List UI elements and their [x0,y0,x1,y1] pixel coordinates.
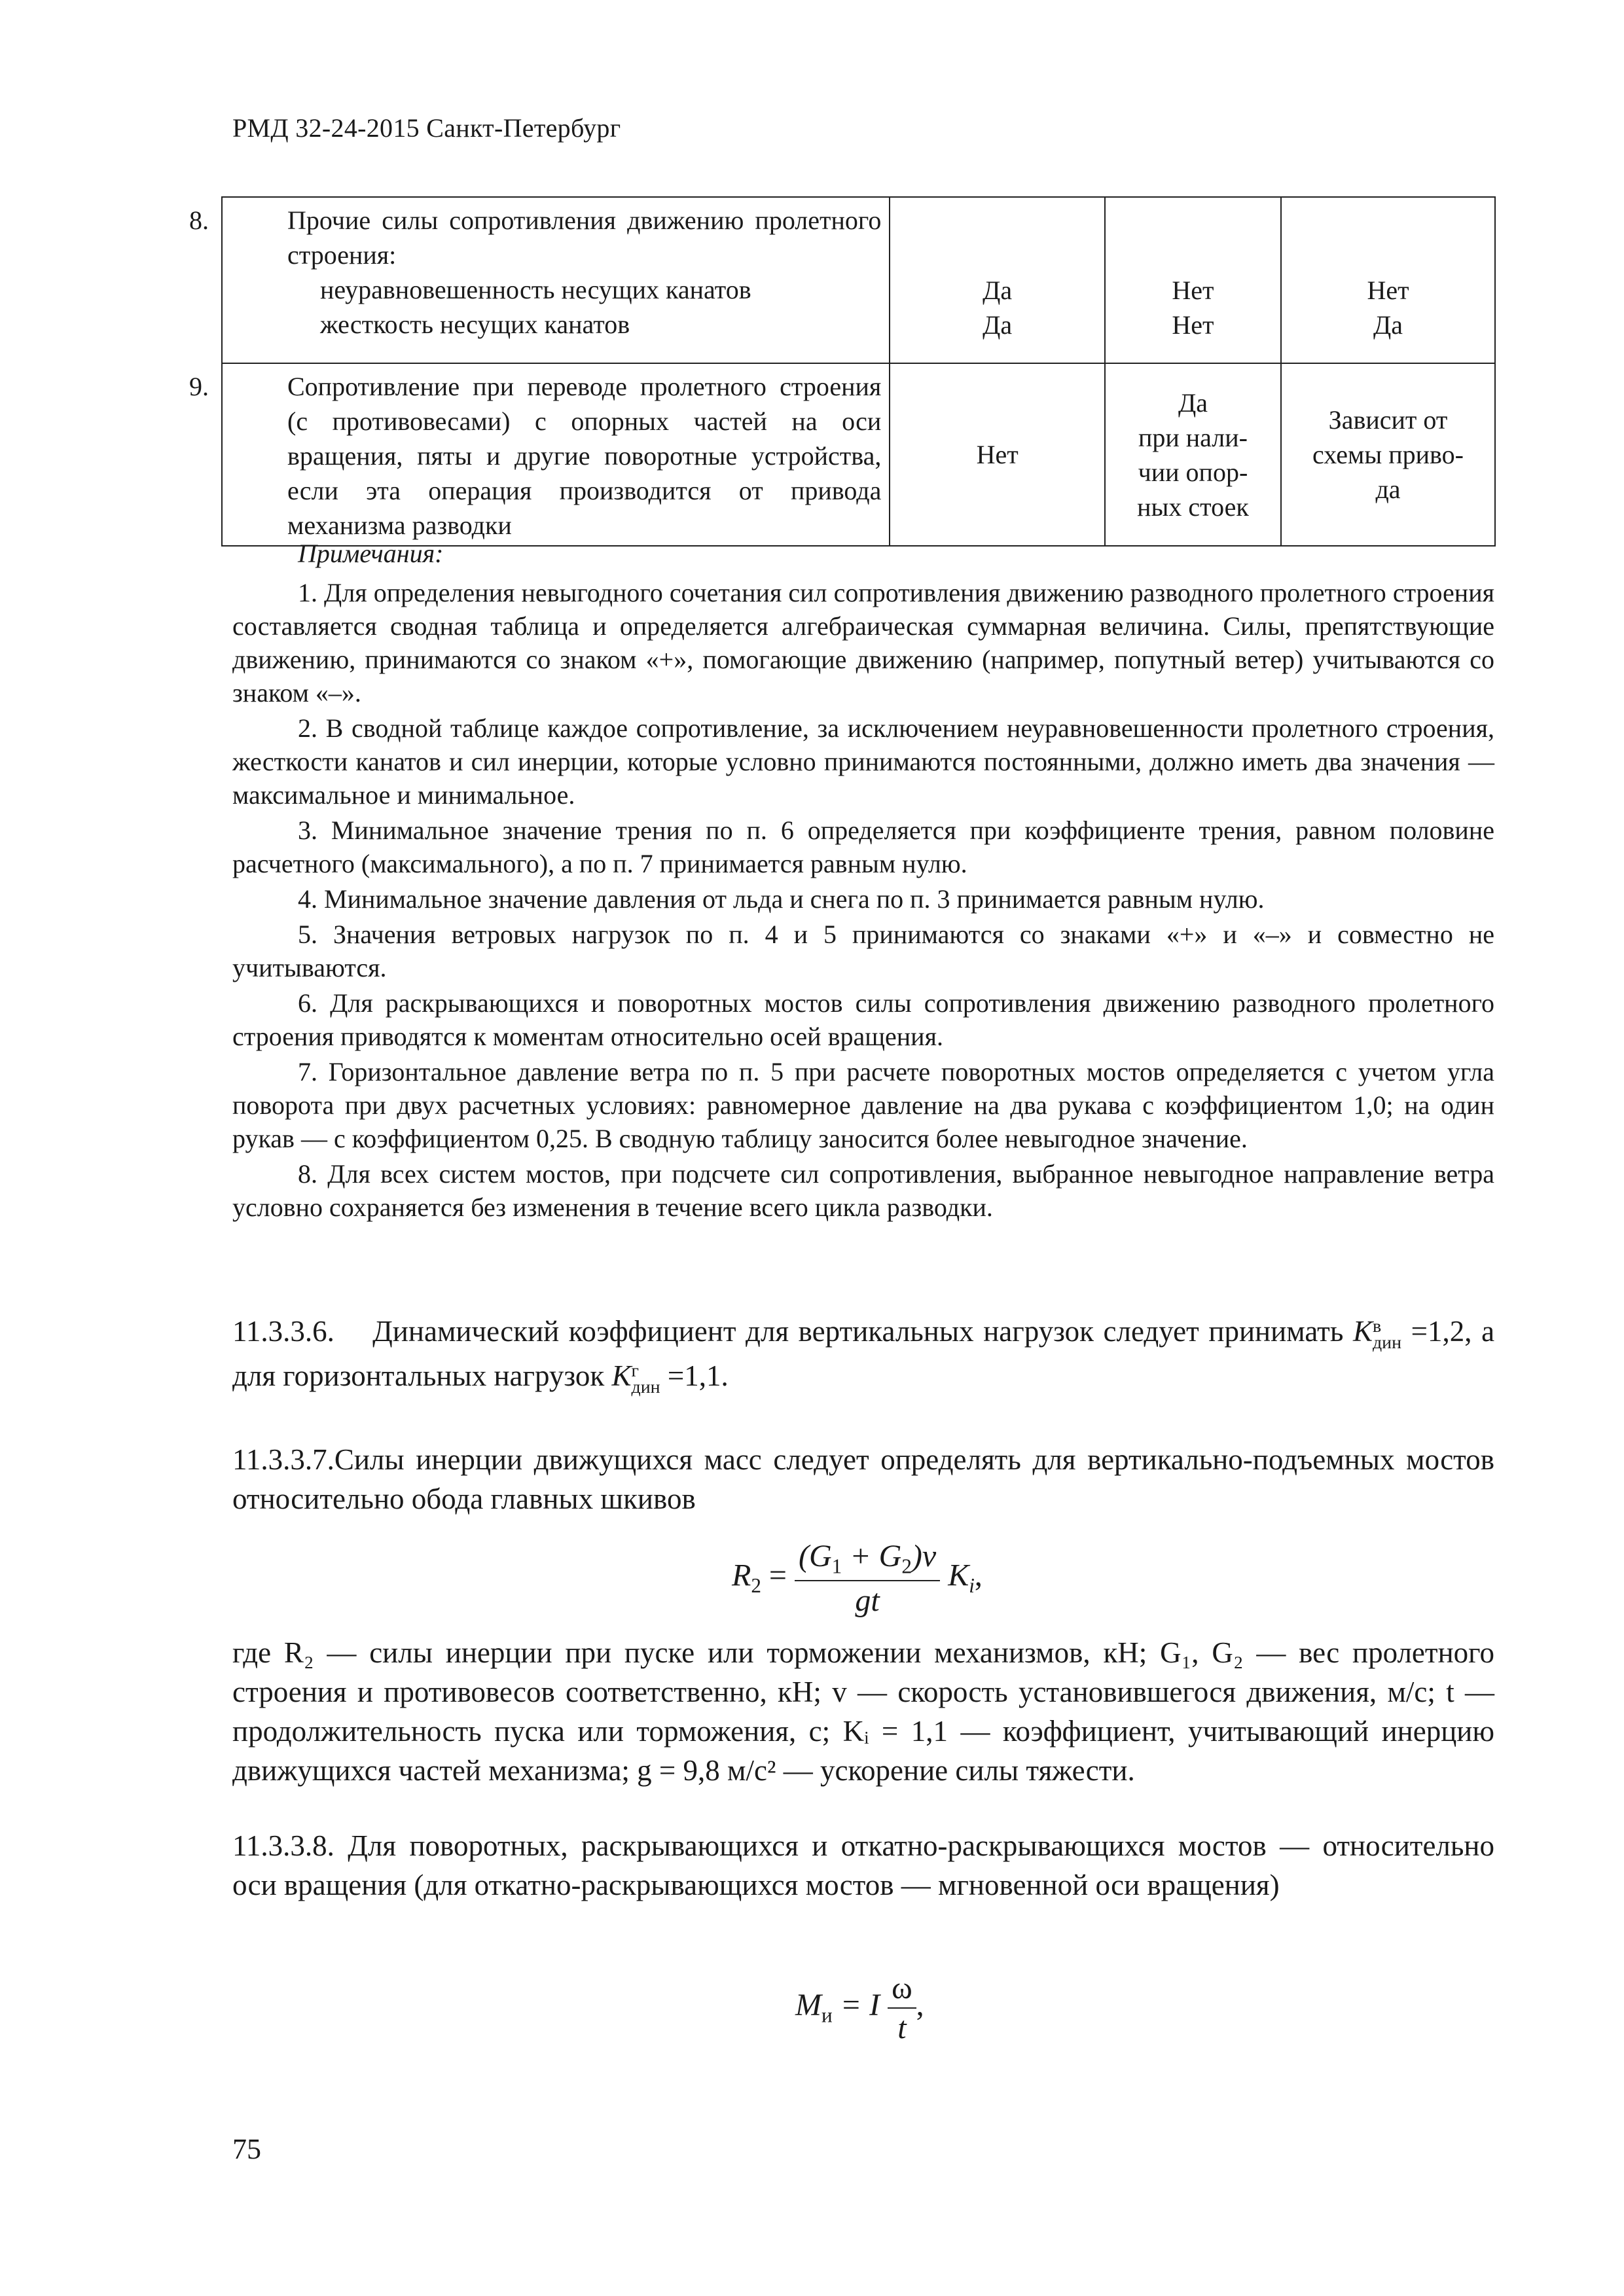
requirements-table [189,196,1496,547]
row8-col2-v2: Нет [1172,310,1214,340]
page-number: 75 [232,2133,261,2165]
f1-num-open: (G [799,1539,832,1573]
f1-k: K [948,1558,969,1593]
notes-title: Примечания: [298,539,444,568]
f2-tail: , [916,1988,924,2023]
formula-moment [795,1970,924,2046]
k-g-symbol: K [611,1359,632,1392]
table-row [222,197,1495,363]
row8-title: Прочие силы сопротивления движению пролетного строения: [287,206,882,270]
f1-plus: + G [842,1539,902,1573]
row9-col2-l2: при нали- [1138,422,1248,452]
f1-lhs-sub: 2 [751,1573,761,1597]
row8-description [189,197,890,363]
row9-col3-l3: да [1375,475,1401,504]
k-v-value: =1,2, [1411,1315,1472,1348]
row8-col3 [1281,197,1495,363]
note-5: 5. Значения ветровых нагрузок по п. 4 и 5 принимаются со знаками «+» и «–» и совместно не учитываются. [232,920,1494,982]
row9-text: Сопротивление при переводе пролетного строения (с противовесами) с опорных частей на оси вращения, пяты и другие поворотные устройства, если эта операция производится от привода механизма разводки [287,372,882,540]
f2-numerator: ω [888,1970,916,2009]
f2-lhs: M [795,1988,821,2023]
row9-col3 [1281,363,1495,546]
formula-inertia-force [732,1538,983,1619]
k-v-symbol: K [1352,1315,1373,1348]
f2-lhs-sub: и [821,2003,833,2027]
row8-item-1: неуравновешенность несущих канатов [320,275,751,304]
f2-fraction [888,1970,916,2046]
note-8: 8. Для всех систем мостов, при подсчете сил сопротивления, выбранное невыгодное направление ветра условно сохраняется без изменения в течение всего цикла разводки. [232,1159,1494,1222]
k-v-sub: дин [1372,1332,1402,1353]
row8-col3-v1: Нет [1367,276,1409,305]
f1-fraction [795,1538,940,1619]
f1-k-sub: i [969,1573,975,1597]
where-text: где R₂ — силы инерции при пуске или торможении механизмов, кН; G₁, G₂ — вес пролетного строения и противовесов соответственно, кН; v — скорость установившегося движения, м/с; t — продолжительность пуска или торможения, с; Kᵢ = 1,1 — коэффициент, учитывающий инерцию движущихся частей механизма; g = 9,8 м/с² — ускорение силы тяжести. [232,1636,1494,1787]
row8-col2 [1105,197,1281,363]
row8-col1 [890,197,1105,363]
s6-text1: Динамический коэффициент для вертикальных нагрузок следует принимать [372,1315,1344,1348]
f2-denominator: t [897,2011,907,2045]
note-7: 7. Горизонтальное давление ветра по п. 5 при расчете поворотных мостов определяется с учетом угла поворота при двух расчетных условиях: равномерное давление на два рукава с коэффициентом 1,0; на один рукав — с коэффициентом 0,25. В сводную таблицу заносится более невыгодное значение. [232,1057,1494,1153]
f1-lhs: R [732,1558,751,1593]
row9-col2 [1105,363,1281,546]
row9-col2-l1: Да [1178,387,1208,418]
k-g-sub: дин [631,1376,660,1397]
k-v-sup: в [1372,1316,1382,1336]
row9-col2-l3: чии опор- [1138,457,1248,487]
row9-description [189,363,890,546]
row8-item-2: жесткость несущих канатов [320,310,630,339]
page-header: РМД 32-24-2015 Санкт-Петербург [232,113,621,143]
row8-col2-v1: Нет [1172,276,1214,305]
notes-section [232,537,1494,1224]
section-11-3-3-7 [232,1440,1494,1518]
section-11-3-3-8 [232,1826,1494,1905]
note-4: 4. Минимальное значение давления от льда и снега по п. 3 принимается равным нулю. [298,884,1265,914]
row9-number: 9. [189,372,209,401]
f2-eq: = I [840,1988,880,2023]
k-g-sup: г [631,1360,639,1381]
row8-col1-v1: Да [983,276,1013,305]
row9-col1: Нет [890,363,1105,546]
row8-col3-v2: Да [1373,310,1403,340]
f1-g1-sub: 1 [831,1554,842,1578]
section-11-3-3-6 [232,1309,1494,1398]
f1-tail: , [974,1558,983,1593]
note-3: 3. Минимальное значение трения по п. 6 определяется при коэффициенте трения, равном половине расчетного (максимального), а по п. 7 принимается равным нулю. [232,816,1494,878]
f1-eq: = [768,1558,787,1593]
note-6: 6. Для раскрывающихся и поворотных мостов силы сопротивления движению разводного пролетного строения приводятся к моментам относительно осей вращения. [232,988,1494,1051]
s7-text: 11.3.3.7.Силы инерции движущихся масс следует определять для вертикально-подъемных мостов относительно обода главных шкивов [232,1443,1494,1515]
s8-text: 11.3.3.8. Для поворотных, раскрывающихся и откатно-раскрывающихся мостов — относительно оси вращения (для откатно-раскрывающихся мостов — мгновенной оси вращения) [232,1829,1494,1901]
row9-col3-l2: схемы приво- [1312,440,1464,469]
table-row [222,363,1495,546]
row8-number: 8. [189,206,209,235]
note-2: 2. В сводной таблице каждое сопротивление, за исключением неуравновешенности пролетного строения, жесткости канатов и сил инерции, которые условно принимаются постоянными, должно иметь два значения — максимальное и минимальное. [232,713,1494,810]
s6-number: 11.3.3.6. [232,1315,334,1348]
f1-num-close: )v [911,1539,937,1573]
s6-text2: а для горизонтальных нагрузок [232,1315,1495,1392]
row8-col1-v2: Да [983,310,1013,340]
row9-col2-l4: ных стоек [1137,492,1249,522]
f1-denominator: gt [855,1583,880,1618]
formula-explanation [232,1633,1494,1790]
f1-g2-sub: 2 [901,1554,912,1578]
note-1: 1. Для определения невыгодного сочетания сил сопротивления движению разводного пролетного строения составляется сводная таблица и определяется алгебраическая суммарная величина. Силы, препятствующие движению, принимаются со знаком «+», помогающие движению (например, попутный ветер) учитываются со знаком «–». [232,578,1494,708]
row9-col3-l1: Зависит от [1328,405,1448,435]
k-g-value: =1,1. [667,1359,729,1392]
